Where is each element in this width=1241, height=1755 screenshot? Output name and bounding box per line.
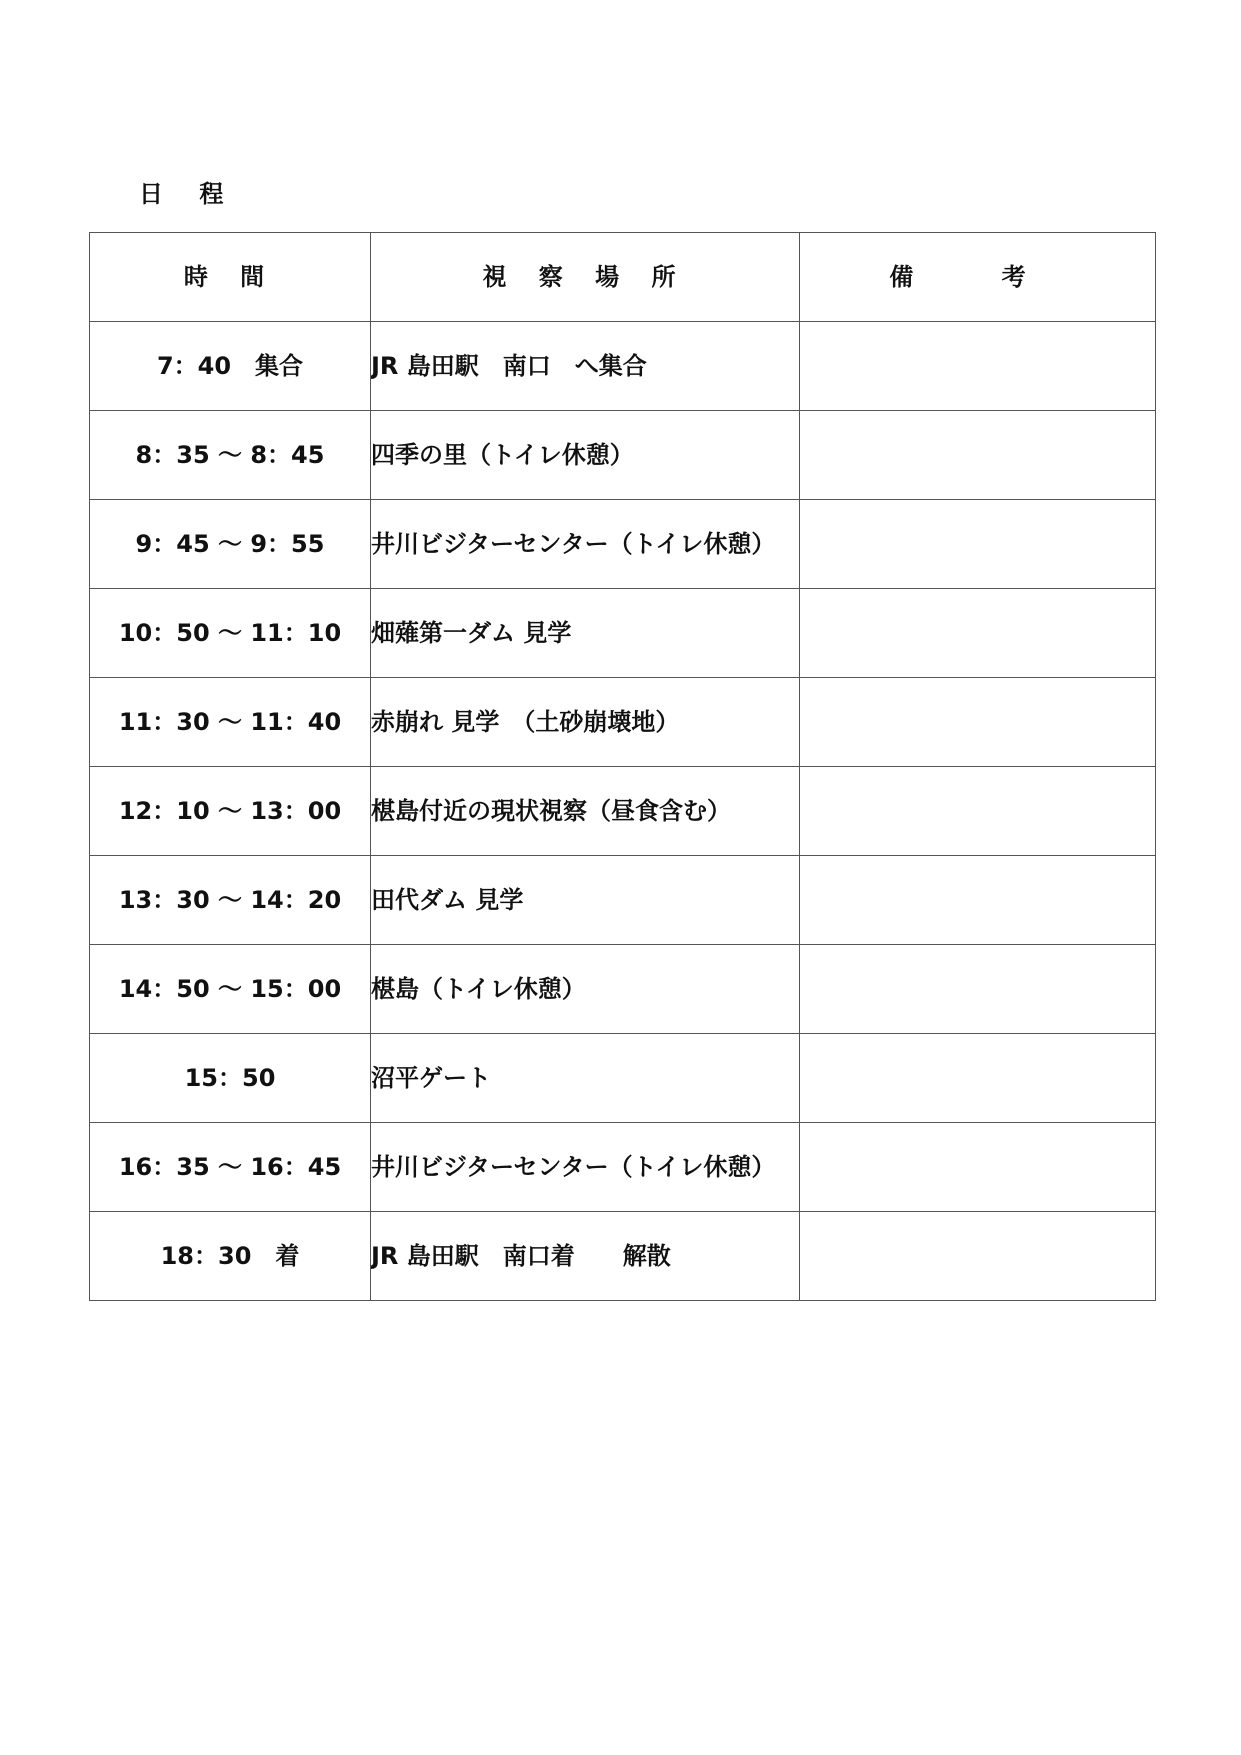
table-row [90,1034,1156,1123]
page-heading: 日 程 [139,180,238,208]
place-cell: 畑薙第一ダム 見学 [371,589,800,678]
time-cell: 18：30 着 [90,1212,371,1301]
time-cell: 7：40 集合 [90,322,371,411]
remarks-cell [800,589,1156,678]
time-cell: 10：50 ～ 11：10 [90,589,371,678]
place-cell: JR 島田駅 南口 へ集合 [371,322,800,411]
table-row [90,767,1156,856]
remarks-cell [800,678,1156,767]
time-cell: 16：35 ～ 16：45 [90,1123,371,1212]
header-remarks: 備 考 [800,233,1156,322]
table-row [90,322,1156,411]
place-cell: 井川ビジターセンター（トイレ休憩） [371,1123,800,1212]
remarks-cell [800,322,1156,411]
table-row [90,678,1156,767]
remarks-cell [800,1034,1156,1123]
place-cell: 田代ダム 見学 [371,856,800,945]
table-row [90,856,1156,945]
time-cell: 14：50 ～ 15：00 [90,945,371,1034]
remarks-cell [800,945,1156,1034]
time-cell: 12：10 ～ 13：00 [90,767,371,856]
table-row [90,945,1156,1034]
remarks-cell [800,500,1156,589]
remarks-cell [800,1123,1156,1212]
place-cell: 四季の里（トイレ休憩） [371,411,800,500]
table-row [90,589,1156,678]
table-row [90,411,1156,500]
place-cell: 赤崩れ 見学 （土砂崩壊地） [371,678,800,767]
place-cell: JR 島田駅 南口着 解散 [371,1212,800,1301]
time-cell: 9：45 ～ 9：55 [90,500,371,589]
schedule-table [89,232,1156,1301]
table-row [90,1123,1156,1212]
time-cell: 15：50 [90,1034,371,1123]
place-cell: 沼平ゲート [371,1034,800,1123]
place-cell: 椹島（トイレ休憩） [371,945,800,1034]
table-row [90,1212,1156,1301]
place-cell: 井川ビジターセンター（トイレ休憩） [371,500,800,589]
table-header-row [90,233,1156,322]
time-cell: 8：35 ～ 8：45 [90,411,371,500]
table-row [90,500,1156,589]
header-place: 視 察 場 所 [371,233,800,322]
header-time: 時 間 [90,233,371,322]
remarks-cell [800,411,1156,500]
time-cell: 13：30 ～ 14：20 [90,856,371,945]
remarks-cell [800,856,1156,945]
place-cell: 椹島付近の現状視察（昼食含む） [371,767,800,856]
time-cell: 11：30 ～ 11：40 [90,678,371,767]
remarks-cell [800,767,1156,856]
remarks-cell [800,1212,1156,1301]
